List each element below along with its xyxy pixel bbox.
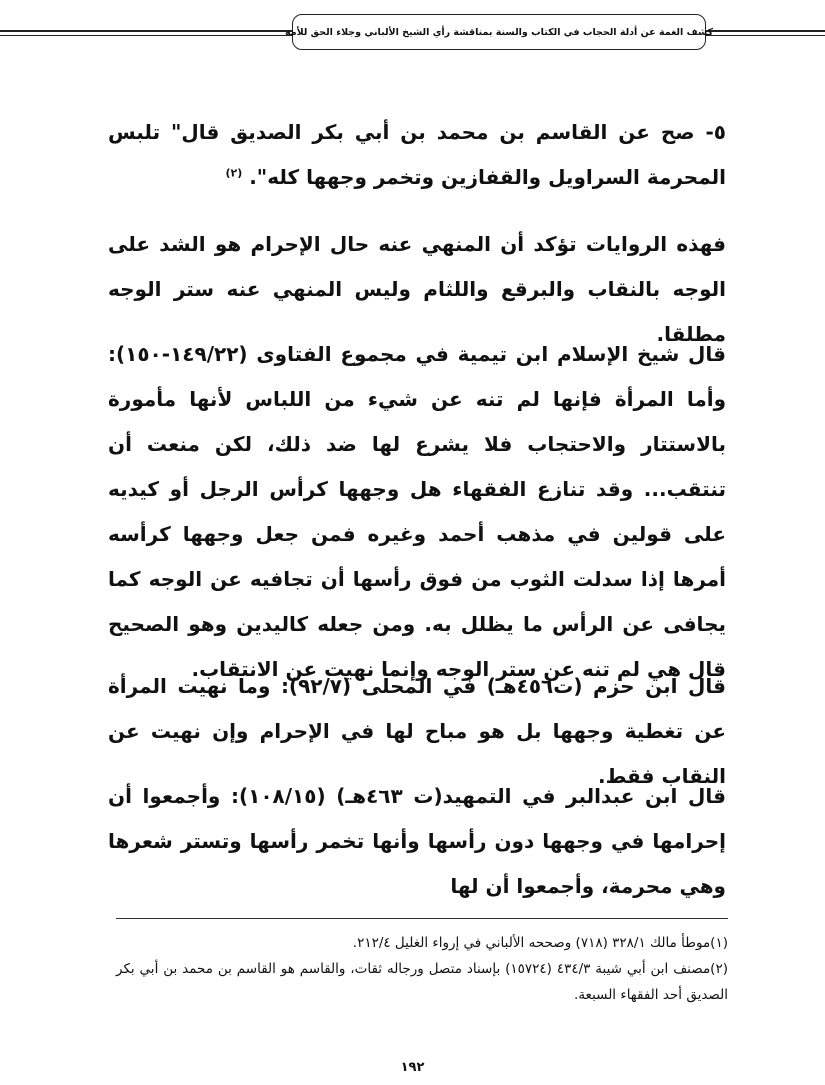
paragraph-ibn-abd-al-barr xyxy=(108,774,726,909)
footnote-ref: (٢) xyxy=(225,166,243,180)
quote-source: قال ابن حزم (ت٤٥٦هـ) في المحلى (٩٢/٧): xyxy=(280,674,726,698)
paragraph-text: ٥- صح عن القاسم بن محمد بن أبي بكر الصديق قال" تلبس المحرمة السراويل والقفازين وتخمر وجهها كله". xyxy=(108,120,726,189)
paragraph-ibn-taymiyyah xyxy=(108,332,726,692)
paragraph-text: وأجمعوا أن إحرامها في وجهها دون رأسها وأنها تخمر رأسها وتستر شعرها وهي محرمة، وأجمعوا أن لها xyxy=(108,784,726,898)
running-header xyxy=(284,14,714,50)
paragraph-text: فهذه الروايات تؤكد أن المنهي عنه حال الإحرام هو الشد على الوجه بالنقاب والبرقع واللثام وليس المنهي عنه ستر الوجه مطلقا. xyxy=(108,232,726,346)
footnote-divider xyxy=(116,918,728,919)
footnotes xyxy=(116,930,728,1008)
footnote-2: (٢)مصنف ابن أبي شيبة ٤٣٤/٣ (١٥٧٢٤) بإسناد متصل ورجاله ثقات، والقاسم هو القاسم بن محمد بن أبي بكر الصديق أحد الفقهاء السبعة. xyxy=(116,961,728,1003)
paragraph-text: وما نهيت المرأة عن تغطية وجهها بل هو مباح لها في الإحرام وإن نهيت عن النقاب فقط. xyxy=(108,674,726,788)
quote-source: قال ابن عبدالبر في التمهيد(ت ٤٦٣هـ) (١٠٨/١٥): xyxy=(230,784,726,808)
page-number: ١٩٢ xyxy=(400,1060,425,1075)
quote-source: قال شيخ الإسلام ابن تيمية في مجموع الفتاوى (١٤٩/٢٢-١٥٠): xyxy=(108,342,726,366)
footnote-1: (١)موطأ مالك ٣٢٨/١ (٧١٨) وصححه الألباني في إرواء الغليل ٢١٢/٤. xyxy=(352,935,728,951)
paragraph-qasim xyxy=(108,110,726,200)
book-title: كشف الغمة عن أدلة الحجاب في الكتاب والسنة بمناقشة رأي الشيخ الألباني وجلاء الحق للأمة xyxy=(284,26,714,38)
paragraph-text: وأما المرأة فإنها لم تنه عن شيء من اللباس لأنها مأمورة بالاستتار والاحتجاب فلا يشرع لها ضد ذلك، لكن منعت أن تنتقب... وقد تنازع الفقهاء هل وجهها كرأس الرجل أو كيديه على قولين في مذهب أحمد وغيره فمن جعل وجهها كرأسه أمرها إذا سدلت الثوب من فوق رأسها أن تجافيه عن الوجه كما يجافى عن الرأس ما يظلل به. ومن جعله كاليدين وهو الصحيح قال هي لم تنه عن ستر الوجه وإنما نهيت عن الانتقاب. xyxy=(108,387,726,681)
